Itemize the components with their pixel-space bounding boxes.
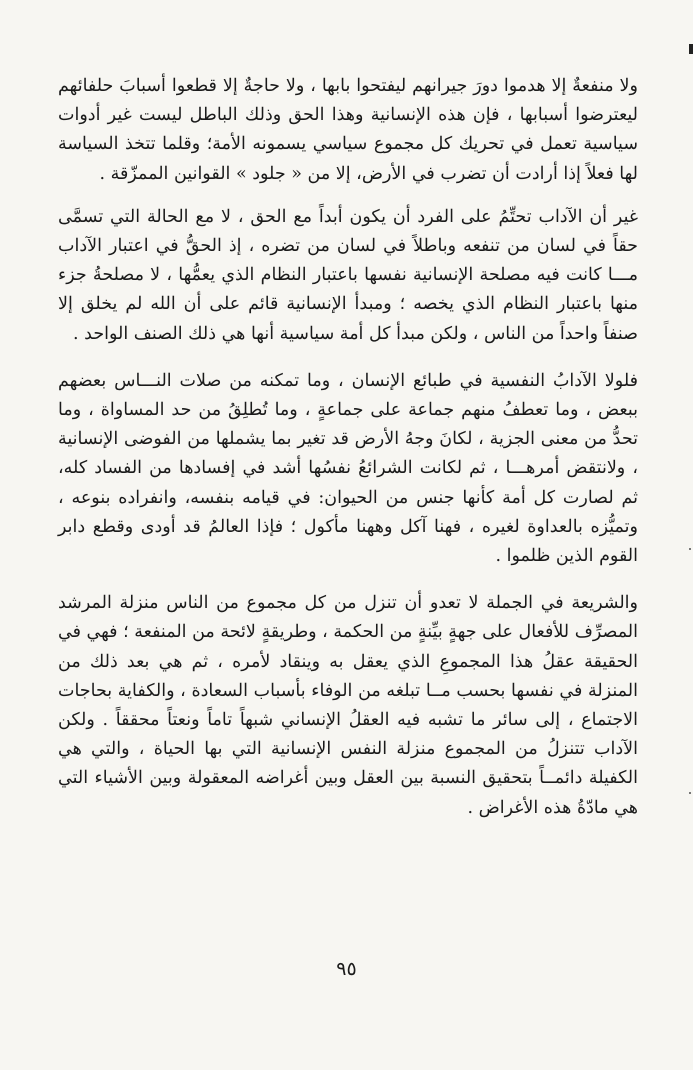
- scan-speck: [689, 548, 691, 550]
- paragraph-3: فلولا الآدابُ النفسية في طبائع الإنسان ، وما تمكنه من صلات النـــاس بعضهم ببعض ، وما تعطفُ منهم جماعة على جماعةٍ ، وما تُطلِقُ من حد المساواة ، وما تحدُّ من معنى الجزية ، لكانَ وجهُ الأرض قد تغير بما يشملها من الفوضى الإنسانية ، ولانتقض أمرهـــا ، ثم لكانت الشرائعُ نفسُها أشد في إفسادها من الفساد كله، ثم لصارت كل أمة كأنها جنس من الحيوان: في قيامه بنفسه، وانفراده بنوعه ، وتميُّزه بالعداوة لغيره ، فهنا آكل وههنا مأكول ؛ فإذا العالمُ قد أودى وقطع دابر القوم الذين ظلموا .: [58, 370, 638, 567]
- paragraph-2: غير أن الآداب تحتِّمُ على الفرد أن يكون أبداً مع الحق ، لا مع الحالة التي تسمَّى حقاً في لسان من تنفعه وباطلاً في لسان من تضره ، إذ الحقُّ في اعتبار الآداب مـــا كانت فيه مصلحة الإنسانية نفسها باعتبار النظام الذي يعمُّها ، لا مصلحةُ جزء منها باعتبار النظام الذي يخصه ؛ ومبدأ الإنسانية قائم على أن الله لم يخلق إلا صنفاً واحداً من الناس ، ولكن مبدأ كل أمة سياسية أنها هي ذلك الصنف الواحد .: [58, 206, 638, 344]
- page-number: ٩٥: [336, 958, 357, 980]
- paragraph-1: ولا منفعةٌ إلا هدموا دورَ جيرانهم ليفتحوا بابها ، ولا حاجةٌ إلا قطعوا أسبابَ حلفائهم ليعترضوا أسبابها ، فإن هذه الإنسانية وهذا الحق وذلك الباطل ليست غير أدوات سياسية تعمل في تحريك كل مجموع سياسي يسمونه الأمة؛ وقلما تتخذ السياسة لها فعلاً إذا أرادت أن تضرب في الأرض، إلا من « جلود » القوانين الممزّقة .: [58, 76, 638, 184]
- page-body: [58, 72, 638, 841]
- page-edge-mark: [689, 44, 693, 54]
- scan-speck: [689, 792, 691, 794]
- paragraph-4: والشريعة في الجملة لا تعدو أن تنزل من كل مجموع من الناس منزلة المرشد المصرِّف للأفعال على جهةٍ بيِّنةٍ من الحكمة ، وطريقةٍ لائحة من المنفعة ؛ فهي في الحقيقة عقلُ هذا المجموعِ الذي يعقل به وينقاد لأمره ، ثم هي بعد ذلك من المنزلة في نفسها بحسب مــا تبلغه من الوفاء بأسباب السعادة ، والكفاية بحاجات الاجتماع ، إلى سائر ما تشبه فيه العقلُ الإنساني شبهاً تاماً ونعتاً محققاً . ولكن الآداب تتنزلُ من المجموع منزلة النفس الإنسانية التي بها الحياة ، والتي هي الكفيلة دائمــاً بتحقيق النسبة بين العقل وبين أغراضه المعقولة وبين الأشياء التي هي مادّةُ هذه الأغراض .: [58, 593, 638, 818]
